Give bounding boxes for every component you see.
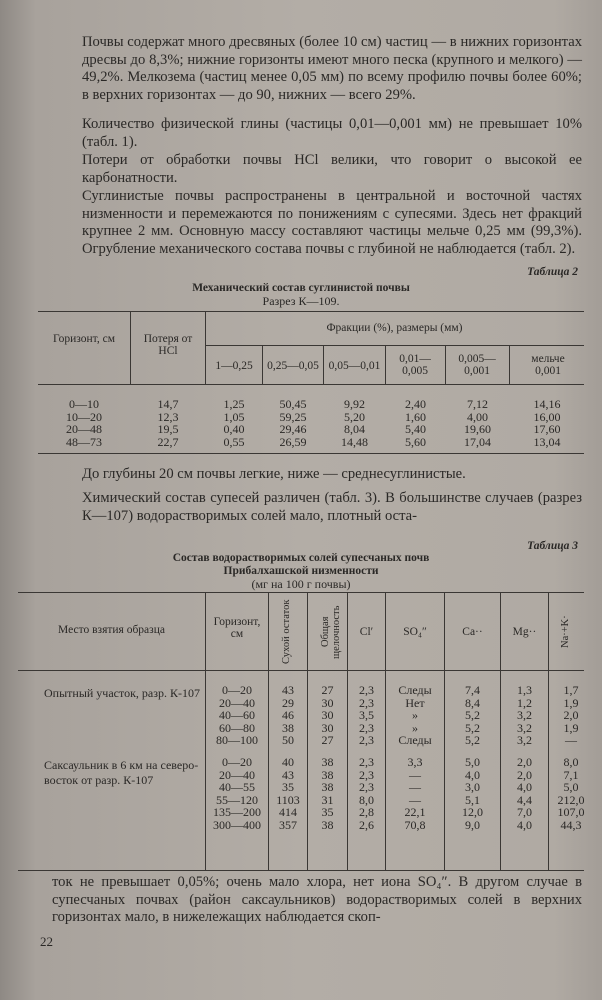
table2-horizon-values: 0—10 10—20 20—48 48—73: [66, 397, 102, 449]
table3-g1-mg: 1,3 1,2 3,2 3,2 3,2: [517, 683, 532, 748]
table3-col-residue: Сухой остаток: [281, 599, 292, 665]
table2-f6-values: 14,16 16,00 17,60 13,04: [533, 397, 561, 449]
table2-caption: Таблица 2: [527, 266, 578, 278]
table3-caption: Таблица 3: [527, 540, 578, 552]
table3-g2-residue: 40 43 35 1103 414 357: [276, 755, 300, 832]
table3-g1-alkalinity: 27 30 30 30 27: [321, 683, 334, 748]
paragraph-2: Количество физической глины (частицы 0,01—0,001 мм) не превышает 10% (табл. 1).: [82, 116, 582, 150]
table3-col-horizon: Горизонт, см: [213, 616, 261, 640]
table2-col-f4: 0,01— 0,005: [399, 353, 431, 377]
table3-title-line1: Состав водорастворимых солей супесчаных почв: [172, 552, 430, 564]
paragraph-7: ток не превышает 0,05%; очень мало хлора, нет иона SO₄″. В другом случае в супесчаных почвах (район саксаульников) водорастворимых солей в верхних горизонтах мало, в нижележащих наблюдается скоп-: [52, 874, 582, 926]
paragraph-5: До глубины 20 см почвы легкие, ниже — среднесуглинистые.: [82, 466, 466, 482]
table3-g1-ca: 7,4 8,4 5,2 5,2 5,2: [465, 683, 480, 748]
paragraph-3: Потери от обработки почвы HCl велики, что говорит о высокой ее карбонатности.: [82, 152, 582, 186]
table2-col-f2: 0,25—0,05: [267, 360, 319, 372]
table2-col-f1: 1—0,25: [215, 360, 253, 372]
table3-g2-mg: 2,0 2,0 4,0 4,4 7,0 4,0: [517, 755, 532, 832]
table2-bottom-rule: [38, 453, 584, 454]
paragraph-4: Суглинистые почвы распространены в центральной и восточной частях низменности и перемежаются по понижениям с супесями. Здесь нет фракций крупнее 2 мм. Основную массу составляют частицы мельче 0,25 мм (99,3%). Огрубление механического состава почвы с глубиной не наблюдается (табл. 2).: [82, 188, 582, 257]
table3-g1-nak: 1,7 1,9 2,0 1,9 —: [563, 683, 579, 748]
table2-col-f6: мельче 0,001: [531, 353, 565, 377]
table3-col-mg: Mg··: [512, 626, 537, 638]
table2-f2-values: 50,45 59,25 29,46 26,59: [279, 397, 307, 449]
table2-col-fractions: Фракции (%), размеры (мм): [326, 322, 463, 334]
table3-g1-cl: 2,3 2,3 3,5 2,3 2,3: [359, 683, 374, 748]
paragraph-1: Почвы содержат много дресвяных (более 10 см) частиц — в нижних горизонтах дресвы до 8,3%; нижние горизонты имеют много песка (крупного и мелкого) — 49,2%. Мелкозема (частиц менее 0,05 мм) по всему профилю почвы более 60%; в верхних горизонтах — до 90, нижних — всего 29%.: [82, 34, 582, 103]
table2-body-rule: [38, 384, 584, 385]
table2-col-horizon: Горизонт, см: [53, 333, 115, 345]
paragraph-6: Химический состав супесей различен (табл. 3). В большинстве случаев (разрез К—107) водорастворимых солей мало, плотный оста-: [82, 490, 582, 524]
table3-g1-so4: Следы Нет » » Следы: [398, 683, 432, 748]
table2-loss-values: 14,7 12,3 19,5 22,7: [157, 397, 179, 449]
table3-col-so4: SO₄″: [403, 626, 427, 638]
table2-top-rule: [38, 311, 584, 312]
table3-col-ca: Ca··: [462, 626, 483, 638]
table3-g2-so4: 3,3 — — — 22,1 70,8: [404, 755, 426, 832]
table3-g2-cl: 2,3 2,3 2,3 8,0 2,8 2,6: [359, 755, 374, 832]
table3-bottom-rule: [18, 870, 584, 871]
table3-g1-horizon: 0—20 20—40 40—60 60—80 80—100: [216, 683, 258, 748]
table3-col-place: Место взятия образца: [58, 624, 165, 636]
table2-subtitle: Разрез К—109.: [262, 294, 340, 308]
table2-col-f3: 0,05—0,01: [328, 360, 381, 372]
table2-f4-values: 2,40 1,60 5,40 5,60: [405, 397, 426, 449]
table3-site-2: Саксаульник в 6 км на северо-восток от разр. К-107: [44, 758, 199, 787]
table3-g2-alkalinity: 38 38 38 31 35 38: [321, 755, 334, 832]
table3-g2-nak: 8,0 7,1 5,0 212,0 107,0 44,3: [557, 755, 585, 832]
table2-f3-values: 9,92 5,20 8,04 14,48: [341, 397, 368, 449]
table3-col-nak: Na·+K·: [560, 615, 571, 649]
table2-title: Механический состав суглинистой почвы: [192, 282, 410, 294]
table3-g1-residue: 43 29 46 38 50: [282, 683, 294, 748]
table3-subtitle: (мг на 100 г почвы): [251, 577, 351, 591]
table3-g2-ca: 5,0 4,0 3,0 5,1 12,0 9,0: [462, 755, 483, 832]
page-number: 22: [40, 934, 53, 949]
table3-col-cl: Cl′: [359, 626, 374, 638]
table3-col-alkalinity: Общая щелочность: [320, 605, 342, 659]
table2-f1-values: 1,25 1,05 0,40 0,55: [223, 397, 245, 449]
table2-col-f5: 0,005— 0,001: [458, 353, 496, 377]
table2-f5-values: 7,12 4,00 19,60 17,04: [464, 397, 491, 449]
table3-site-1: Опытный участок, разр. К-107: [44, 686, 200, 700]
table2-col-loss: Потеря от HCl: [143, 333, 193, 357]
table3-title-line2: Прибалхашской низменности: [223, 565, 379, 577]
table3-g2-horizon: 0—20 20—40 40—55 55—120 135—200 300—400: [213, 755, 261, 832]
